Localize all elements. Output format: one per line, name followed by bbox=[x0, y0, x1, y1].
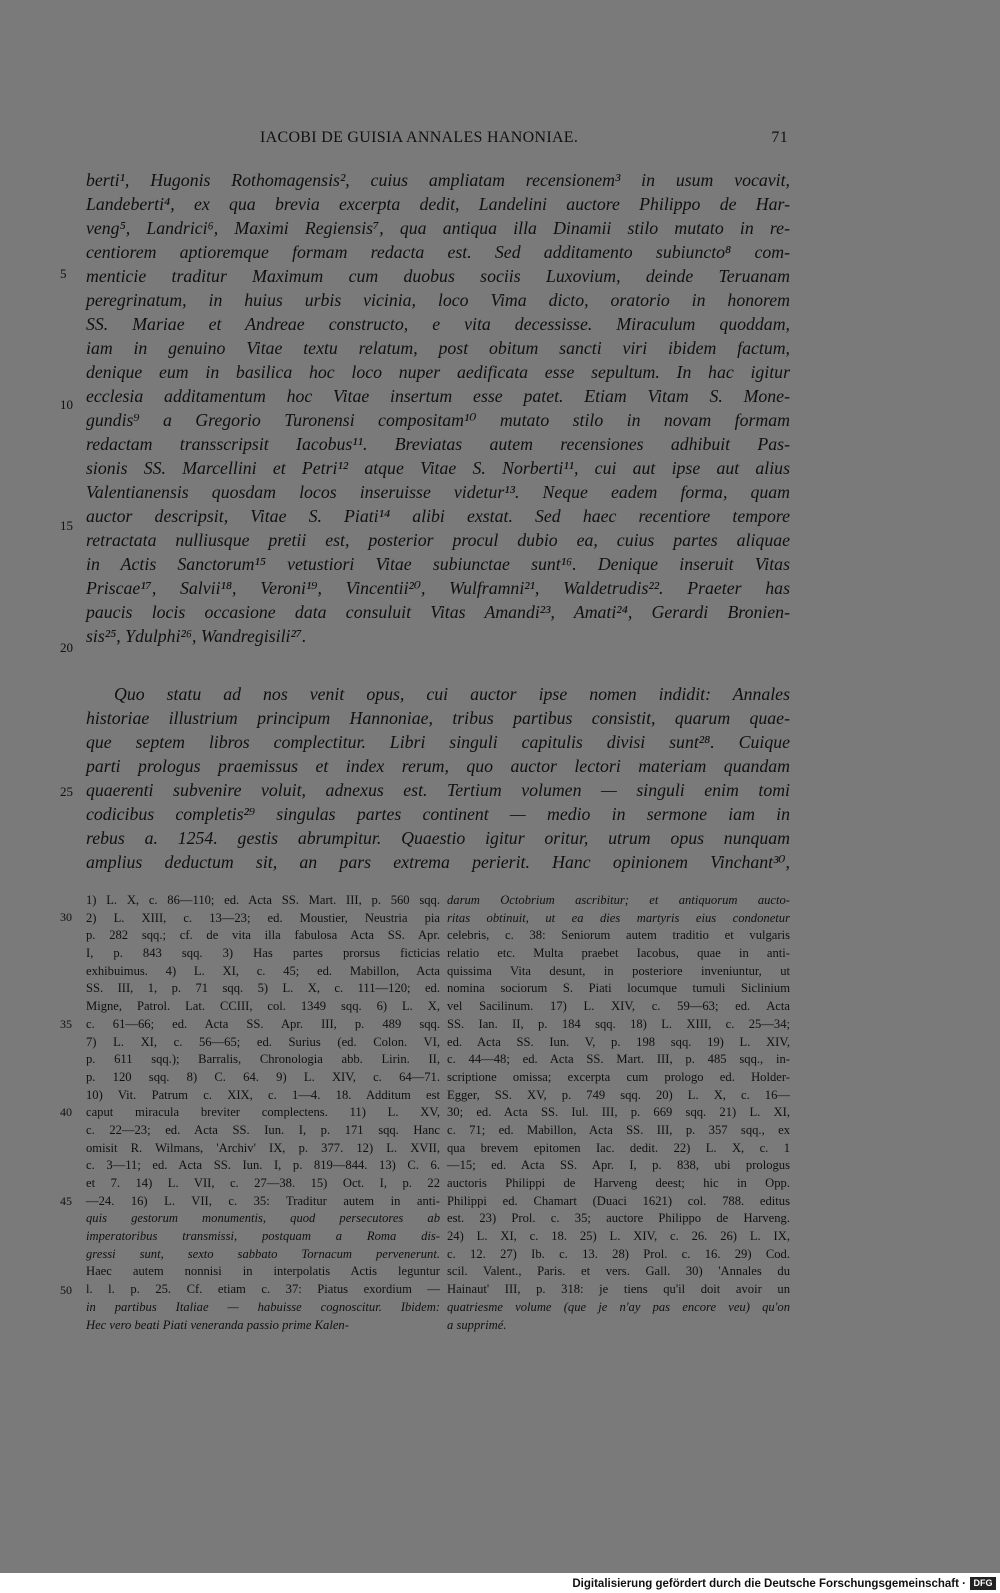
footnote-line: celebris, c. 38: Seniorum autem traditio et vulgaris bbox=[447, 928, 790, 943]
footnote-line: 30; ed. Acta SS. Iul. III, p. 669 sqq. 21) L. XI, bbox=[447, 1105, 790, 1120]
line-number: 10 bbox=[60, 397, 73, 412]
footnote-line: Egger, SS. XV, p. 749 sqq. 20) L. X, c. 16— bbox=[447, 1087, 790, 1102]
text-line: paucis locis occasione data consuluit Vitas Amandi²³, Amati²⁴, Gerardi Bronien- bbox=[86, 602, 790, 622]
text-line: codicibus completis²⁹ singulas partes continent — medio in sermone iam in bbox=[86, 804, 790, 824]
footnote-line: ed. Acta SS. Iun. V, p. 198 sqq. 19) L. XIV, bbox=[447, 1034, 790, 1049]
footnote-line: ritas obtinuit, ut ea dies martyris eius condonetur bbox=[447, 910, 790, 925]
footnote-line: —24. 16) L. VII, c. 35: Traditur autem in anti- bbox=[86, 1193, 440, 1208]
text-line: gundis⁹ a Gregorio Turonensi compositam¹⁰ mutato stilo in novam formam bbox=[86, 410, 790, 430]
line-number: 20 bbox=[60, 640, 73, 655]
text-line: ecclesia additamentum hoc Vitae insertum esse patet. Etiam Vitam S. Mone- bbox=[86, 386, 790, 406]
footnote-line: vel Sacilinum. 17) L. XIV, c. 59—63; ed. Acta bbox=[447, 999, 790, 1014]
footnote-line: c. 3—11; ed. Acta SS. Iun. I, p. 819—844. 13) C. 6. bbox=[86, 1158, 440, 1173]
footer-bar bbox=[0, 1573, 1000, 1593]
footnote-line: 10) Vit. Patrum c. XIX, c. 1—4. 18. Additum est bbox=[86, 1087, 440, 1102]
footnote-line: caput miracula breviter complectens. 11) L. XV, bbox=[86, 1105, 440, 1120]
text-line: auctor descripsit, Vitae S. Piati¹⁴ alibi exstat. Sed haec recentiore tempore bbox=[86, 506, 790, 526]
text-line: iam in genuino Vitae textu relatum, post obitum sancti viri ibidem factum, bbox=[86, 338, 790, 358]
footnote-line: in partibus Italiae — habuisse cognoscitur. Ibidem: bbox=[86, 1299, 440, 1314]
footnote-line: Hec vero beati Piati veneranda passio prime Kalen- bbox=[86, 1317, 349, 1332]
footnote-line: c. 44—48; ed. Acta SS. Mart. III, p. 485 sqq., in- bbox=[447, 1052, 790, 1067]
footnote-line: c. 71; ed. Mabillon, Acta SS. III, p. 357 sqq., ex bbox=[447, 1122, 790, 1137]
paragraph-2 bbox=[86, 682, 790, 874]
dfg-logo: DFG bbox=[970, 1577, 996, 1590]
footnote-line: Philippi ed. Chamart (Duaci 1621) col. 788. editus bbox=[447, 1193, 790, 1208]
footnote-line: qua brevem epitomen Iac. dedit. 22) L. X, c. 1 bbox=[447, 1140, 790, 1155]
text-line: Valentianensis quosdam locos inseruisse videtur¹³. Neque eadem forma, quam bbox=[86, 482, 790, 502]
running-title: IACOBI DE GUISIA ANNALES HANONIAE. bbox=[260, 129, 579, 146]
footnote-line: imperatoribus transmissi, postquam a Roma dis- bbox=[86, 1229, 440, 1244]
footnote-line: gressi sunt, sexto sabbato Tornacum pervenerunt. bbox=[86, 1246, 440, 1261]
text-line: quaerenti subvenire voluit, adnexus est. Tertium volumen — singuli enim tomi bbox=[86, 780, 790, 800]
line-number: 25 bbox=[60, 784, 73, 799]
text-line: berti¹, Hugonis Rothomagensis², cuius ampliatam recensionem³ in usum vocavit, bbox=[86, 170, 790, 190]
footnote-line: Haec autem nonnisi in interpolatis Actis leguntur bbox=[86, 1264, 440, 1279]
footnote-line: p. 120 sqq. 8) C. 64. 9) L. XIV, c. 64—71. bbox=[86, 1069, 440, 1084]
text-line: que septem libros complectitur. Libri singuli capitulis divisi sunt²⁸. Cuique bbox=[86, 732, 790, 752]
text-line: historiae illustrium principum Hannoniae, tribus partibus consistit, quarum quae- bbox=[86, 708, 790, 728]
footnote-line: et 7. 14) L. VII, c. 27—38. 15) Oct. I, p. 22 bbox=[86, 1176, 440, 1190]
text-line: sionis SS. Marcellini et Petri¹² atque Vitae S. Norberti¹¹, cui aut ipse aut alius bbox=[86, 458, 790, 478]
text-line: denique eum in basilica hoc loco nuper aedificata esse sepultum. In hac igitur bbox=[86, 362, 790, 382]
text-line: in Actis Sanctorum¹⁵ vetustiori Vitae subiunctae sunt¹⁶. Denique inseruit Vitas bbox=[86, 554, 790, 574]
footnote-line: quatriesme volume (que je n'ay pas encore veu) qu'on bbox=[447, 1299, 790, 1314]
footnote-line-number: 50 bbox=[60, 1283, 72, 1297]
footnote-line-number: 45 bbox=[60, 1194, 72, 1208]
text-line: redactam transscripsit Iacobus¹¹. Breviatas autem recensiones adhibuit Pas- bbox=[86, 434, 790, 454]
text-line: peregrinatum, in huius urbis vicinia, loco Vima dicto, oratorio in honorem bbox=[86, 290, 790, 310]
text-line: rebus a. 1254. gestis abrumpitur. Quaestio igitur oritur, utrum opus nunquam bbox=[86, 828, 790, 848]
footnote-line: omisit R. Wilmans, 'Archiv' IX, p. 377. 12) L. XVII, bbox=[86, 1140, 440, 1155]
line-number: 15 bbox=[60, 518, 73, 533]
footnotes-left-column bbox=[86, 892, 440, 1334]
footnote-line: SS. Ian. II, p. 184 sqq. 18) L. XIII, c. 25—34; bbox=[447, 1016, 790, 1031]
footnote-line: —15; ed. Acta SS. Apr. I, p. 838, ubi prologus bbox=[447, 1158, 790, 1173]
footnote-line: c. 12. 27) Ib. c. 13. 28) Prol. c. 16. 29) Cod. bbox=[447, 1246, 790, 1261]
footnote-line: darum Octobrium ascribitur; et antiquorum aucto- bbox=[447, 893, 790, 907]
footnote-line: 24) L. XI, c. 18. 25) L. XIV, c. 26. 26) L. IX, bbox=[447, 1229, 790, 1244]
text-line: amplius deductum sit, an pars extrema perierit. Hanc opinionem Vinchant³⁰, bbox=[86, 852, 790, 872]
text-line: veng⁵, Landrici⁶, Maximi Regiensis⁷, qua antiqua illa Dinamii stilo mutato in re- bbox=[86, 218, 790, 238]
footnote-line: 7) L. XI, c. 56—65; ed. Surius (ed. Colon. VI, bbox=[86, 1034, 440, 1049]
footnote-line: est. 23) Prol. c. 35; auctore Philippo de Harveng. bbox=[447, 1211, 790, 1226]
footnote-line: nomina sociorum S. Piati locumque tumuli Siclinium bbox=[447, 981, 790, 996]
footnote-line: exhibuimus. 4) L. XI, c. 45; ed. Mabillon, Acta bbox=[86, 963, 440, 978]
footnote-line: SS. III, 1, p. 71 sqq. 5) L. X, c. 111—120; ed. bbox=[86, 981, 440, 996]
footnote-line-number: 40 bbox=[60, 1105, 72, 1119]
text-line: menticie traditur Maximum cum duobus sociis Luxovium, deinde Teruanam bbox=[86, 266, 790, 286]
text-line: sis²⁵, Ydulphi²⁶, Wandregisili²⁷. bbox=[86, 626, 307, 646]
footnote-line: l. l. p. 25. Cf. etiam c. 37: Piatus exordium — bbox=[86, 1282, 440, 1297]
footnote-line: 1) L. X, c. 86—110; ed. Acta SS. Mart. III, p. 560 sqq. bbox=[86, 893, 440, 907]
footnote-line: scil. Valent., Paris. et vers. Gall. 30) 'Annales du bbox=[447, 1264, 790, 1279]
footnote-line: quissima Vita desunt, in posteriore inveniuntur, ut bbox=[447, 963, 790, 978]
footnote-line-number: 30 bbox=[60, 910, 72, 924]
text-line: centiorem aptioremque formam redacta est. Sed additamento subiuncto⁸ com- bbox=[86, 242, 790, 262]
footnote-line: 2) L. XIII, c. 13—23; ed. Moustier, Neustria pia bbox=[86, 910, 440, 925]
footnote-line: p. 282 sqq.; cf. de vita illa fabulosa Acta SS. Apr. bbox=[86, 928, 440, 943]
footnote-line: quis gestorum monumentis, quod persecutores ab bbox=[86, 1211, 440, 1226]
digitization-credit: Digitalisierung gefördert durch die Deutsche Forschungsgemeinschaft · bbox=[572, 1578, 966, 1590]
footnote-line-number: 35 bbox=[60, 1017, 72, 1031]
paragraph-1 bbox=[86, 168, 790, 648]
text-line: Priscae¹⁷, Salvii¹⁸, Veroni¹⁹, Vincentii²⁰, Wulframni²¹, Waldetrudis²². Praeter has bbox=[86, 578, 790, 598]
footnotes-right-column bbox=[447, 892, 790, 1334]
footnote-line: I, p. 843 sqq. 3) Has partes prorsus ficticias bbox=[86, 946, 440, 961]
text-line: SS. Mariae et Andreae constructo, e vita decessisse. Miraculum quoddam, bbox=[86, 314, 790, 334]
text-line: parti prologus praemissus et index rerum, quo auctor lectori materiam quandam bbox=[86, 756, 790, 776]
text-line: retractata nulliusque pretii est, posterior procul dubio ea, cuius partes aliquae bbox=[86, 530, 790, 550]
text-line: Landeberti⁴, ex qua brevia excerpta dedit, Landelini auctore Philippo de Har- bbox=[86, 194, 790, 214]
line-number: 5 bbox=[60, 266, 67, 281]
footnote-line: c. 22—23; ed. Acta SS. Iun. I, p. 171 sqq. Hanc bbox=[86, 1122, 440, 1137]
footnote-line: Hainaut' III, p. 318: je tiens qu'il doit avoir un bbox=[447, 1282, 790, 1297]
footnote-line: p. 611 sqq.); Barralis, Chronologia abb. Lirin. II, bbox=[86, 1052, 440, 1067]
footnote-line: c. 61—66; ed. Acta SS. Apr. III, p. 489 sqq. bbox=[86, 1016, 440, 1031]
page-number: 71 bbox=[771, 129, 788, 146]
footnote-line: auctoris Philippi de Harveng deest; hic in Opp. bbox=[447, 1176, 790, 1190]
text-line: Quo statu ad nos venit opus, cui auctor ipse nomen indidit: Annales bbox=[114, 684, 790, 704]
footnote-line: a supprimé. bbox=[447, 1317, 507, 1332]
footnote-line: relatio etc. Multa praebet Iacobus, quae in anti- bbox=[447, 946, 790, 961]
footnote-line: scriptione omissa; excerpta cum prologo ed. Holder- bbox=[447, 1069, 790, 1084]
footnote-line: Migne, Patrol. Lat. CCIII, col. 1349 sqq. 6) L. X, bbox=[86, 999, 440, 1014]
